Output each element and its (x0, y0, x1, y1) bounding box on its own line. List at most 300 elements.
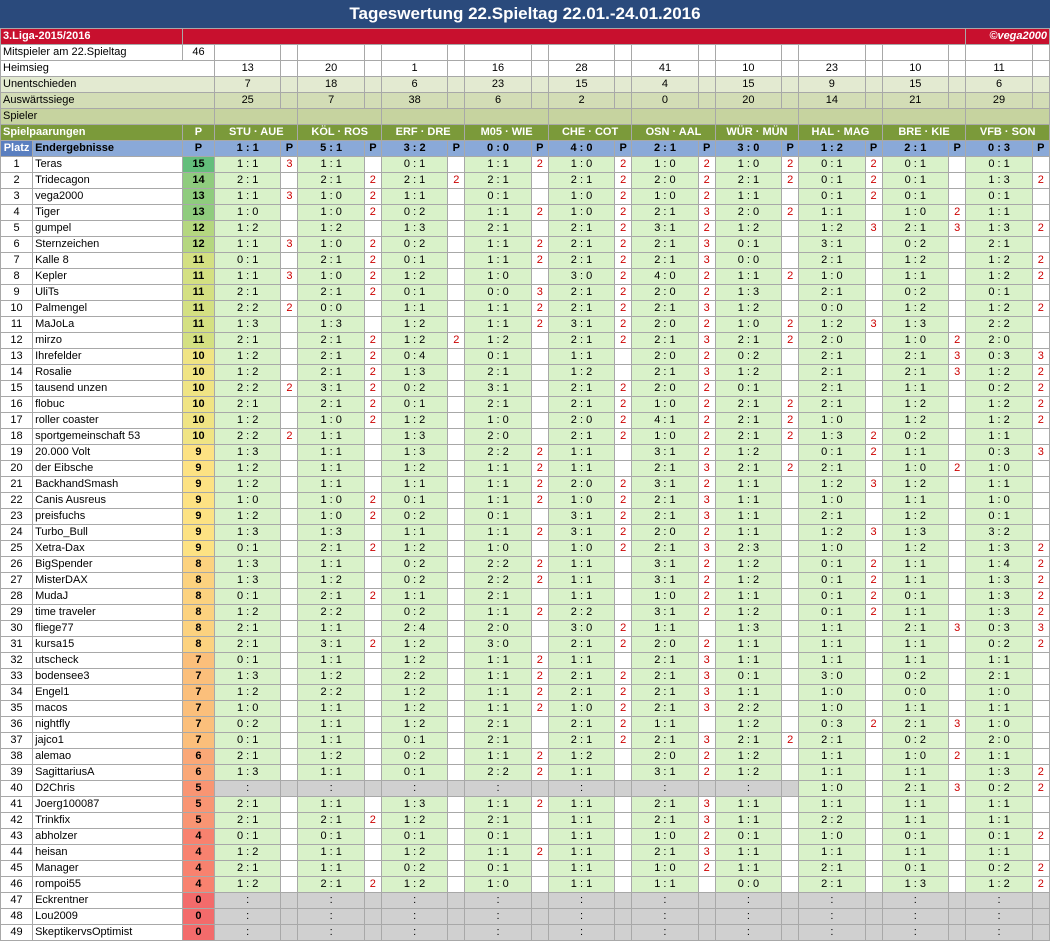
player-tip: 1 : 2 (215, 413, 281, 429)
player-tip: 0 : 1 (465, 509, 531, 525)
blank-cell (615, 45, 632, 61)
tip-points (364, 525, 381, 541)
tip-points (364, 573, 381, 589)
player-tip: 1 : 1 (966, 845, 1032, 861)
player-tip: 1 : 2 (715, 573, 781, 589)
tip-points: 2 (364, 541, 381, 557)
tip-points (448, 381, 465, 397)
player-tip: 2 : 1 (215, 285, 281, 301)
player-points: 7 (182, 733, 214, 749)
player-tip: 1 : 1 (548, 765, 614, 781)
tip-points (865, 365, 882, 381)
player-tip: 1 : 0 (799, 781, 865, 797)
player-tip: : (548, 781, 614, 797)
tip-points: 3 (698, 509, 715, 525)
player-tip: 1 : 3 (966, 605, 1032, 621)
player-name: BigSpender (33, 557, 183, 573)
tip-points (448, 685, 465, 701)
tip-count: 2 (548, 93, 614, 109)
player-rank: 23 (1, 509, 33, 525)
player-rank: 10 (1, 301, 33, 317)
tip-points (1032, 157, 1049, 173)
player-points: 12 (182, 237, 214, 253)
tip-points: 2 (698, 829, 715, 845)
player-name: Sternzeichen (33, 237, 183, 253)
player-tip: 0 : 1 (381, 765, 447, 781)
tip-points (281, 685, 298, 701)
tip-points (448, 829, 465, 845)
blank-cell (281, 93, 298, 109)
tip-points (448, 845, 465, 861)
player-name: Engel1 (33, 685, 183, 701)
tip-count: 21 (882, 93, 948, 109)
player-tip: 1 : 1 (548, 813, 614, 829)
player-tip: 1 : 0 (799, 829, 865, 845)
points-header: P (182, 141, 214, 157)
tip-points (1032, 701, 1049, 717)
player-tip: 1 : 1 (548, 877, 614, 893)
player-row (1, 413, 1050, 429)
player-tip: 1 : 1 (715, 813, 781, 829)
player-row (1, 573, 1050, 589)
player-rank: 20 (1, 461, 33, 477)
blank-cell (531, 77, 548, 93)
player-tip: 2 : 0 (632, 173, 698, 189)
tip-points (615, 781, 632, 797)
players-row (1, 45, 1050, 61)
tip-points (281, 493, 298, 509)
tip-points: 2 (615, 285, 632, 301)
player-points: 6 (182, 765, 214, 781)
tip-points (531, 509, 548, 525)
player-tip: 1 : 0 (298, 205, 364, 221)
player-tip: 1 : 2 (381, 685, 447, 701)
tip-points: 2 (531, 669, 548, 685)
player-points: 11 (182, 269, 214, 285)
player-tip: 2 : 0 (966, 733, 1032, 749)
player-tip: 1 : 2 (215, 685, 281, 701)
player-tip: 1 : 2 (882, 477, 948, 493)
tip-count: 10 (882, 61, 948, 77)
tip-points (615, 349, 632, 365)
tip-points (364, 781, 381, 797)
player-tip: 3 : 1 (632, 557, 698, 573)
player-tip: : (966, 925, 1032, 941)
tip-points: 2 (531, 765, 548, 781)
tip-points (615, 813, 632, 829)
player-row (1, 829, 1050, 845)
player-tip: 2 : 1 (548, 221, 614, 237)
player-tip: 2 : 1 (632, 541, 698, 557)
player-tip: 1 : 2 (381, 717, 447, 733)
tip-points (948, 765, 965, 781)
tip-points (1032, 893, 1049, 909)
tip-points (1032, 813, 1049, 829)
tip-points: 2 (782, 333, 799, 349)
tip-points: 2 (865, 605, 882, 621)
player-points: 8 (182, 573, 214, 589)
player-points: 0 (182, 893, 214, 909)
tip-count: 14 (799, 93, 865, 109)
player-tip: 2 : 1 (799, 461, 865, 477)
player-tip: 0 : 1 (715, 381, 781, 397)
tip-points (948, 733, 965, 749)
player-tip: 1 : 2 (882, 413, 948, 429)
tip-points: 2 (364, 285, 381, 301)
player-tip: 1 : 1 (715, 861, 781, 877)
tip-points (281, 605, 298, 621)
tip-points (865, 397, 882, 413)
player-tip: 2 : 1 (548, 637, 614, 653)
tip-points (615, 797, 632, 813)
tip-points (364, 685, 381, 701)
tip-points: 2 (364, 365, 381, 381)
player-points: 10 (182, 365, 214, 381)
tip-points: 2 (531, 477, 548, 493)
player-tip: 1 : 0 (882, 461, 948, 477)
tip-points (782, 445, 799, 461)
tip-points (448, 477, 465, 493)
blank-cell (632, 109, 715, 125)
tip-points (281, 253, 298, 269)
player-name: Kepler (33, 269, 183, 285)
player-tip: 2 : 2 (215, 429, 281, 445)
player-tip: 1 : 1 (548, 829, 614, 845)
player-tip: 2 : 1 (882, 365, 948, 381)
tip-points (281, 205, 298, 221)
player-tip: 1 : 1 (548, 573, 614, 589)
player-rank: 38 (1, 749, 33, 765)
player-name: macos (33, 701, 183, 717)
tip-points (448, 717, 465, 733)
player-tip: 1 : 1 (548, 461, 614, 477)
tip-points (615, 829, 632, 845)
tip-points (531, 813, 548, 829)
player-row (1, 477, 1050, 493)
tip-count: 38 (381, 93, 447, 109)
tip-points (865, 285, 882, 301)
tip-points (448, 269, 465, 285)
tip-count: 0 (632, 93, 698, 109)
player-name: MaJoLa (33, 317, 183, 333)
pairings-row (1, 125, 1050, 141)
player-rank: 3 (1, 189, 33, 205)
player-tip: 2 : 1 (215, 861, 281, 877)
tip-points (281, 413, 298, 429)
player-points: 14 (182, 173, 214, 189)
player-tip: : (632, 909, 698, 925)
player-tip: 1 : 2 (381, 701, 447, 717)
player-points: 9 (182, 445, 214, 461)
player-tip: 2 : 1 (632, 685, 698, 701)
player-rank: 29 (1, 605, 33, 621)
tip-points (281, 573, 298, 589)
bonus-header: P (1032, 141, 1049, 157)
player-tip: 1 : 1 (799, 845, 865, 861)
player-points: 8 (182, 621, 214, 637)
player-tip: 1 : 1 (465, 797, 531, 813)
tip-points (1032, 317, 1049, 333)
player-tip: 2 : 1 (715, 413, 781, 429)
player-tip: 3 : 2 (966, 525, 1032, 541)
player-rank: 40 (1, 781, 33, 797)
tip-points: 2 (782, 205, 799, 221)
player-tip: 2 : 1 (548, 285, 614, 301)
player-tip: 2 : 1 (298, 253, 364, 269)
tip-points (865, 205, 882, 221)
tip-points: 2 (615, 717, 632, 733)
tip-points (364, 701, 381, 717)
player-tip: 2 : 1 (632, 461, 698, 477)
blank-cell (1032, 61, 1049, 77)
player-row (1, 589, 1050, 605)
blank-cell (281, 45, 298, 61)
tip-points (281, 749, 298, 765)
player-tip: 1 : 2 (715, 749, 781, 765)
player-row (1, 317, 1050, 333)
player-tip: 2 : 1 (215, 173, 281, 189)
player-tip: 1 : 1 (715, 685, 781, 701)
player-name: heisan (33, 845, 183, 861)
player-tip: 3 : 0 (465, 637, 531, 653)
player-tip: 3 : 1 (632, 605, 698, 621)
player-tip: 2 : 1 (882, 621, 948, 637)
tip-points (782, 557, 799, 573)
player-tip: 1 : 1 (882, 573, 948, 589)
tip-points (948, 909, 965, 925)
player-tip: 1 : 0 (799, 413, 865, 429)
player-tip: 1 : 1 (465, 205, 531, 221)
player-row (1, 749, 1050, 765)
tip-points: 3 (865, 221, 882, 237)
tip-points: 2 (948, 749, 965, 765)
tip-points: 2 (1032, 541, 1049, 557)
player-tip: 1 : 0 (799, 685, 865, 701)
tip-points (1032, 685, 1049, 701)
player-tip: 2 : 1 (632, 509, 698, 525)
tip-points (615, 909, 632, 925)
tip-points: 3 (698, 733, 715, 749)
tip-points: 3 (948, 349, 965, 365)
player-tip: 1 : 1 (465, 605, 531, 621)
tip-points (782, 797, 799, 813)
tip-points: 2 (865, 157, 882, 173)
blank-cell (948, 61, 965, 77)
tip-count: 16 (465, 61, 531, 77)
player-tip: : (632, 781, 698, 797)
final-result: 5 : 1 (298, 141, 364, 157)
player-tip: : (215, 909, 281, 925)
tip-points (448, 461, 465, 477)
blank-cell (865, 93, 882, 109)
tip-points (948, 845, 965, 861)
tip-points (281, 653, 298, 669)
player-tip: 0 : 3 (966, 621, 1032, 637)
tip-points (364, 909, 381, 925)
bonus-header: P (364, 141, 381, 157)
player-rank: 27 (1, 573, 33, 589)
player-tip: 1 : 0 (966, 685, 1032, 701)
tip-count: 6 (966, 77, 1032, 93)
tip-points: 2 (364, 509, 381, 525)
player-tip: 2 : 1 (215, 637, 281, 653)
player-tip: 2 : 1 (548, 253, 614, 269)
player-tip: 1 : 0 (465, 877, 531, 893)
player-tip: : (882, 893, 948, 909)
tip-points (865, 653, 882, 669)
tip-points (782, 637, 799, 653)
player-tip: 2 : 1 (966, 237, 1032, 253)
tip-points (531, 829, 548, 845)
tip-points (865, 685, 882, 701)
player-tip: 3 : 1 (799, 237, 865, 253)
player-row (1, 813, 1050, 829)
tip-points (448, 701, 465, 717)
tip-points (948, 237, 965, 253)
tip-points (448, 749, 465, 765)
player-tip: 1 : 1 (465, 477, 531, 493)
player-points: 9 (182, 477, 214, 493)
player-tip: 1 : 2 (465, 333, 531, 349)
tip-points (364, 845, 381, 861)
tip-points: 2 (531, 525, 548, 541)
tip-points (615, 877, 632, 893)
player-tip: 1 : 2 (799, 525, 865, 541)
tip-points (615, 461, 632, 477)
player-tip: 2 : 1 (215, 397, 281, 413)
tip-points: 2 (698, 173, 715, 189)
player-tip: 2 : 1 (298, 877, 364, 893)
player-tip: 0 : 1 (799, 573, 865, 589)
player-tip: 0 : 1 (882, 173, 948, 189)
player-tip: 1 : 1 (715, 589, 781, 605)
player-tip: : (966, 909, 1032, 925)
player-tip: 1 : 1 (381, 189, 447, 205)
player-row (1, 909, 1050, 925)
player-rank: 41 (1, 797, 33, 813)
player-rank: 4 (1, 205, 33, 221)
tip-points: 2 (865, 173, 882, 189)
player-tip: 1 : 1 (548, 445, 614, 461)
player-rank: 33 (1, 669, 33, 685)
tip-points (615, 749, 632, 765)
tip-points: 2 (698, 477, 715, 493)
tip-points: 2 (615, 205, 632, 221)
tip-points (531, 541, 548, 557)
away-wins-row-label: Auswärtssiege (1, 93, 215, 109)
tip-points (448, 925, 465, 941)
final-result: 4 : 0 (548, 141, 614, 157)
tip-points (448, 189, 465, 205)
tip-points (448, 349, 465, 365)
tip-points: 2 (531, 445, 548, 461)
player-tip: 0 : 0 (715, 877, 781, 893)
player-tip: 0 : 2 (882, 669, 948, 685)
tip-points (281, 765, 298, 781)
player-rank: 30 (1, 621, 33, 637)
tip-points (364, 557, 381, 573)
tip-count: 7 (298, 93, 364, 109)
player-name: D2Chris (33, 781, 183, 797)
blank-cell (948, 45, 965, 61)
player-row (1, 525, 1050, 541)
tip-points (782, 717, 799, 733)
player-row (1, 845, 1050, 861)
player-tip: 1 : 1 (715, 189, 781, 205)
player-tip: : (215, 925, 281, 941)
tip-points (782, 573, 799, 589)
tip-points: 2 (698, 525, 715, 541)
tip-points (698, 621, 715, 637)
tip-points (281, 589, 298, 605)
tip-points (1032, 493, 1049, 509)
player-tip: 1 : 3 (966, 589, 1032, 605)
player-name: Lou2009 (33, 909, 183, 925)
player-points: 9 (182, 541, 214, 557)
player-tip: : (298, 909, 364, 925)
player-tip: 1 : 1 (548, 845, 614, 861)
tip-points (364, 653, 381, 669)
tip-points: 2 (531, 573, 548, 589)
blank-cell (865, 77, 882, 93)
tip-points: 2 (615, 477, 632, 493)
tip-points: 2 (364, 253, 381, 269)
player-rank: 26 (1, 557, 33, 573)
blank-cell (782, 45, 799, 61)
tip-points: 2 (615, 509, 632, 525)
player-tip: : (298, 893, 364, 909)
player-tip: 1 : 1 (882, 765, 948, 781)
player-tip: 0 : 1 (966, 189, 1032, 205)
player-tip: 1 : 3 (381, 221, 447, 237)
player-tip: 1 : 2 (215, 509, 281, 525)
player-tip: 1 : 3 (381, 797, 447, 813)
tip-points: 2 (1032, 829, 1049, 845)
tip-points: 2 (531, 749, 548, 765)
player-points: 5 (182, 813, 214, 829)
blank-cell (1032, 45, 1049, 61)
tip-points (281, 861, 298, 877)
tip-count: 6 (465, 93, 531, 109)
bonus-header: P (281, 141, 298, 157)
tip-points (948, 317, 965, 333)
tip-points (948, 685, 965, 701)
player-points: 13 (182, 189, 214, 205)
player-tip: 2 : 1 (548, 733, 614, 749)
player-tip: 1 : 3 (381, 365, 447, 381)
player-tip: 2 : 2 (715, 701, 781, 717)
tip-points: 3 (281, 157, 298, 173)
tip-count: 23 (799, 61, 865, 77)
player-rank: 12 (1, 333, 33, 349)
tip-points (782, 765, 799, 781)
player-tip: 3 : 1 (298, 637, 364, 653)
tip-points (782, 301, 799, 317)
player-tip: 1 : 0 (548, 701, 614, 717)
player-rank: 31 (1, 637, 33, 653)
tip-points: 2 (364, 813, 381, 829)
player-tip: 0 : 1 (381, 829, 447, 845)
tip-points: 3 (1032, 349, 1049, 365)
final-result: 1 : 1 (215, 141, 281, 157)
tip-count: 41 (632, 61, 698, 77)
player-name: vega2000 (33, 189, 183, 205)
player-tip: 2 : 1 (799, 397, 865, 413)
tip-points: 2 (782, 173, 799, 189)
blank-cell (1032, 93, 1049, 109)
player-tip: 2 : 1 (215, 749, 281, 765)
player-row (1, 637, 1050, 653)
